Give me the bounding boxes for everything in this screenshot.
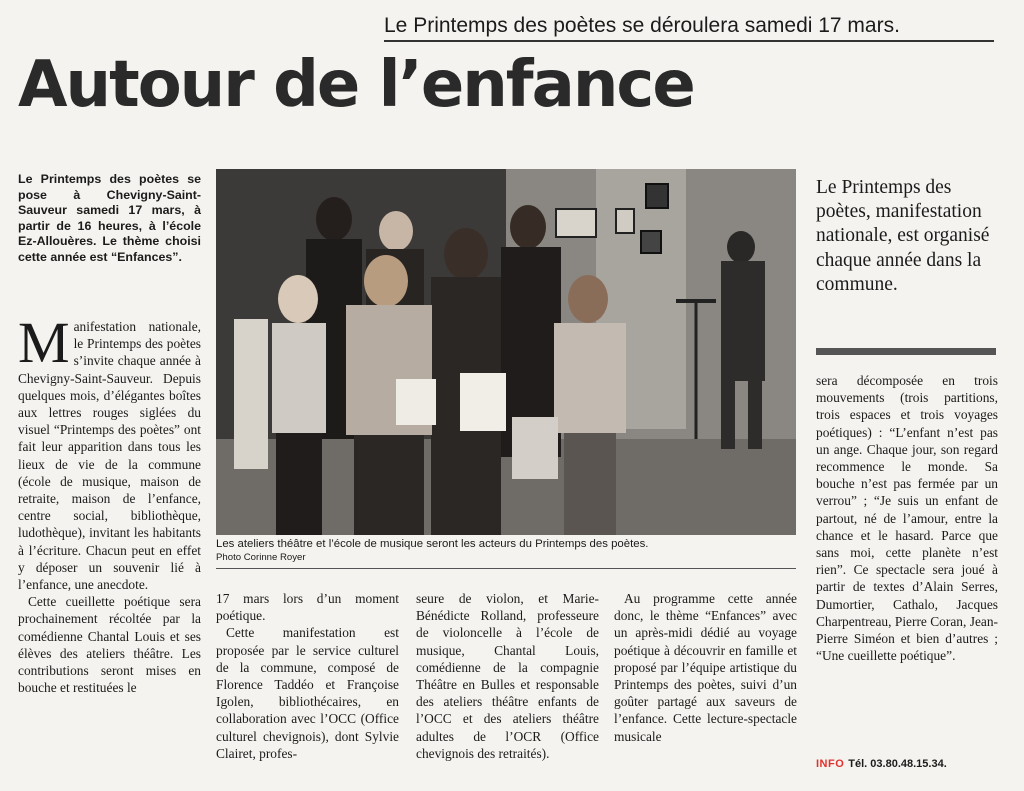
info-phone: Tél. 03.80.48.15.34.	[848, 758, 947, 770]
column-2-paragraph-1: 17 mars lors d’un moment poétique.	[216, 591, 399, 624]
article-column-5	[816, 372, 998, 746]
column-3-paragraph-1: seure de violon, et Marie-Bénédicte Rolland, professeure de violoncelle à l’école de musique, Chantal Louis, comédienne de la compagnie Théâtre en Bulles et responsable des ateliers théâtre enfants de l’OCC et des ateliers théâtre adultes de l’OCR (Office chevignois des retraités).	[416, 591, 599, 761]
drop-cap: M	[18, 318, 70, 375]
photo-illustration	[216, 169, 796, 535]
article-column-4	[614, 590, 797, 772]
article-column-3	[416, 590, 599, 772]
column-1-paragraph-2: Cette cueillette poétique sera prochainement récoltée par la comédienne Chantal Louis et ses élèves des ateliers théâtre. Les contributions seront mises en bouche et restituées le	[18, 594, 201, 696]
photo-caption: Les ateliers théâtre et l’école de musique seront les acteurs du Printemps des poètes.	[216, 538, 649, 550]
article-headline: Autour de l’enfance	[18, 48, 694, 122]
article-kicker: Le Printemps des poètes se déroulera samedi 17 mars.	[384, 14, 994, 42]
article-column-2	[216, 590, 399, 772]
info-label: INFO	[816, 758, 845, 770]
article-photo	[216, 169, 796, 535]
column-5-paragraph-1: sera décomposée en trois mouvements (trois partitions, trois espaces et trois voyages poétiques) : “L’enfant n’est pas un ange. Chaque jour, son regard recommence le monde. Sa bouche n’est pas fermée par un verrou” ; “Je suis un enfant de partout, né de l’amour, entre la chance et le hasard. Parce que sans moi, cette planète n’est rien”. Ce spectacle sera joué à partir de textes d’Alain Serres, Dumortier, Cathalo, Jacques Charpentreau, Pierre Coran, Jean-Pierre Siméon et bien d’autres ; “Une cueillette poétique”.	[816, 373, 998, 664]
pull-quote-rule	[816, 348, 996, 355]
column-2-paragraph-2: Cette manifestation est proposée par le service culturel de la commune, composé de Florence Taddéo et Françoise Igolen, bibliothécaires, en collaboration avec l’OCC (Office culturel chevignois), dont Sylvie Clairet, profes-	[216, 625, 399, 761]
column-4-paragraph-1: Au programme cette année donc, le thème “Enfances” avec un après-midi dédié au voyage poétique à découvrir en famille et proposé par l’équipe artistique du Printemps des poètes, suivi d’un goûter partagé aux saveurs de l’enfance. Cette lecture-spectacle musicale	[614, 591, 797, 744]
pull-quote: Le Printemps des poètes, manifestation nationale, est organisé chaque année dans la commune.	[816, 177, 990, 295]
article-column-1	[18, 318, 201, 770]
info-box	[816, 758, 947, 770]
caption-divider	[216, 568, 796, 569]
column-1-paragraph-1: anifestation nationale, le Printemps des poètes s’invite chaque année à Chevigny-Saint-Sauveur. Depuis quelques mois, d’élégantes boîtes aux lettres rouges siglées du visuel “Printemps des poètes” ont fait leur apparition dans tous les lieux de vie de la commune (école de musique, maison de retraite, maison de l’enfance, centre social, bibliothèque, ludothèque), invitant les habitants à l’écriture. Chacun peut en effet y déposer un souvenir lié à l’enfance, une anecdote.	[18, 319, 201, 593]
photo-credit: Photo Corinne Royer	[216, 552, 306, 563]
article-lead: Le Printemps des poètes se pose à Chevigny-Saint-Sauveur samedi 17 mars, à partir de 16 heures, à l’école Ez-Allouères. Le thème choisi cette année est “Enfances”.	[18, 172, 201, 264]
